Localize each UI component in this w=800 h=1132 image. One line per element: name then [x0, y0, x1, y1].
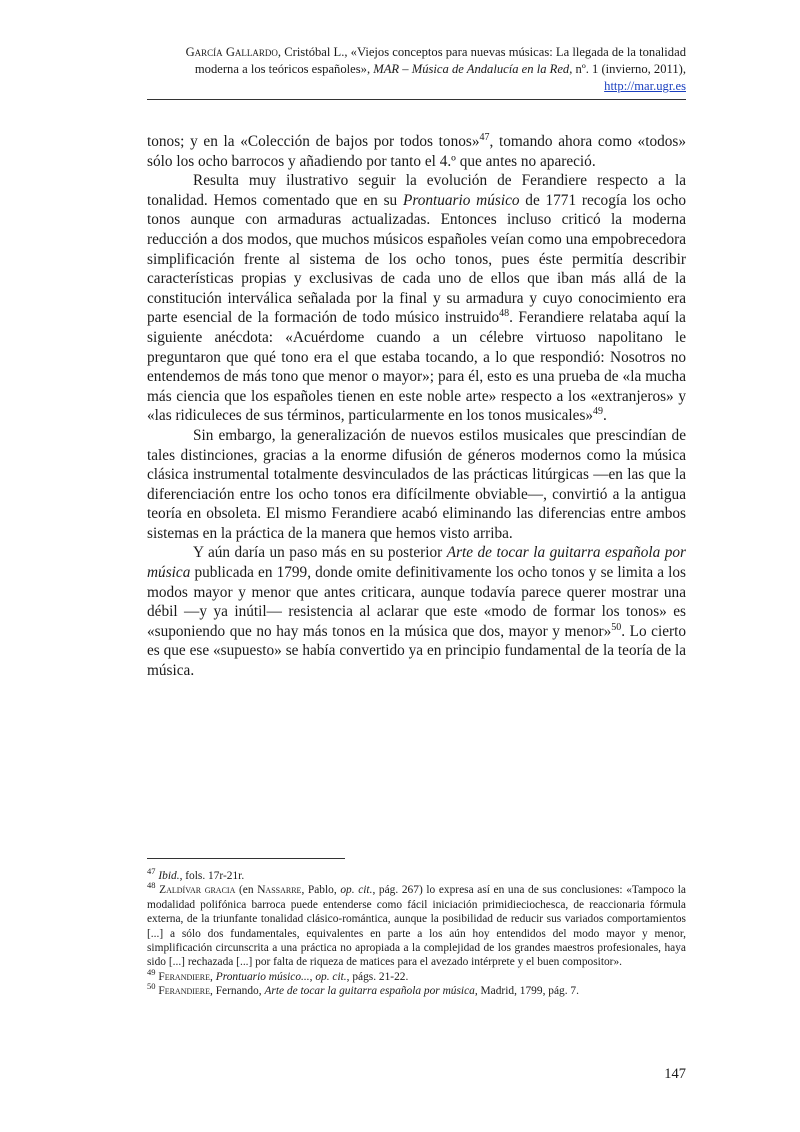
footnote-ref-49[interactable]: 49 [593, 406, 604, 418]
footnotes [147, 866, 686, 999]
footnote-ref-50[interactable]: 50 [611, 621, 622, 633]
paragraph-3: Sin embargo, la generalización de nuevos estilos musicales que prescindían de tales distinciones, gracias a la enorme difusión de géneros modernos como la música clásica instrumental totalmente desvinculados de las prácticas litúrgicas —en las que la diferenciación entre los ocho tonos era difícilmente obviable—, convirtió a la antigua teoría en obsoleta. El mismo Ferandiere acabó eliminando las diferencias entre ambos sistemas en la práctica de la manera que hemos visto arriba. [147, 426, 686, 542]
running-header [147, 44, 686, 96]
header-url-link[interactable]: http://mar.ugr.es [604, 79, 686, 94]
page-number: 147 [664, 1066, 686, 1082]
header-citation: , Cristóbal L., «Viejos conceptos para nuevas músicas: La llegada de la tonalidad moderna a los teóricos españoles», [194, 45, 686, 77]
paragraph-4: Y aún daría un paso más en su posterior Arte de tocar la guitarra española por música publicada en 1799, donde omite definitivamente los ocho tonos y se limita a los modos mayor y menor que antes criticara, aunque todavía parece querer mostrar una débil —y ya inútil— resistencia al aclarar que este «modo de formar los tonos» es «suponiendo que no hay más tonos en la música que dos, mayor y menor»$^{50}$. Lo cierto es que ese «supuesto» se había convertido ya en principio fundamental de la teoría de la música. [147, 544, 686, 680]
main-text [147, 132, 686, 681]
header-issue: , nº. 1 (invierno, 2011), [569, 62, 686, 77]
footnote-rule [147, 858, 345, 859]
footnote-47: $^{47}$ Ibid., fols. 17r-21r. [147, 866, 245, 882]
page [147, 44, 686, 1104]
header-rule [147, 99, 686, 100]
header-journal: MAR – Música de Andalucía en la Red [373, 62, 570, 77]
footnote-50: $^{50}$ Ferandiere, Fernando, Arte de tocar la guitarra española por música, Madrid, 1799, pág. 7. [147, 981, 579, 998]
header-author: García Gallardo [185, 45, 278, 59]
footnote-49: $^{49}$ Ferandiere, Prontuario músico..., op. cit., págs. 21-22. [147, 967, 409, 983]
paragraph-2: Resulta muy ilustrativo seguir la evolución de Ferandiere respecto a la tonalidad. Hemos comentado que en su Prontuario músico de 1771 recogía los ocho tonos aunque con armaduras actualizadas. Entonces incluso criticó la moderna reducción a dos modos, que muchos músicos españoles veían como una empobrecedora simplificación frente al sistema de los ocho tonos, pues éste permitía describir características propias y exclusivas de cada uno de ellos que iban más allá de la constitución interválica señalada por la final y su armadura y cuyo conocimiento era parte esencial de la formación de todo músico instruido$^{48}$. Ferandiere relataba aquí la siguiente anécdota: «Acuérdome cuando a un célebre virtuoso napolitano le preguntaron que qué tono era el que estaba tocando, a lo que respondió: Nosotros no entendemos de más tono que menor o mayor»; para él, esto es una prueba de «la mucha más ciencia que los españoles tienen en este noble arte» respecto a los «extranjeros» y «las ridiculeces de sus términos, particularmente en los tonos musicales»$^{49}$. [147, 172, 687, 425]
footnote-48: $^{48}$ Zaldívar gracia (en Nassarre, Pablo, op. cit., pág. 267) lo expresa así en una de sus conclusiones: «Tampoco la modalidad polifónica barroca puede entenderse como fácil iniciación primidieciochesca, de reaccionaria fórmula externa, de la triunfante tonalidad clásico-romántica, aunque la posibilidad de reducir sus variados comportamientos [...] a sólo dos fundamentales, equivalentes en parte a los aún hoy entendidos del modo mayor y menor, simplificación circunscrita a una práctica no apropiada a la complejidad de los grandes maestros profesionales, haya sido [...] rechazada [...] por falta de riqueza de matices para el avezado intérprete y el buen compositor». [147, 880, 686, 969]
paragraph-1: tonos; y en la «Colección de bajos por todos tonos»$^{47}$, tomando ahora como «todos» sólo los ocho barrocos y añadiendo por tanto el 4.º que antes no apareció. [147, 131, 687, 170]
footnote-ref-48[interactable]: 48 [499, 308, 510, 320]
footnote-ref-47[interactable]: 47 [479, 131, 490, 143]
